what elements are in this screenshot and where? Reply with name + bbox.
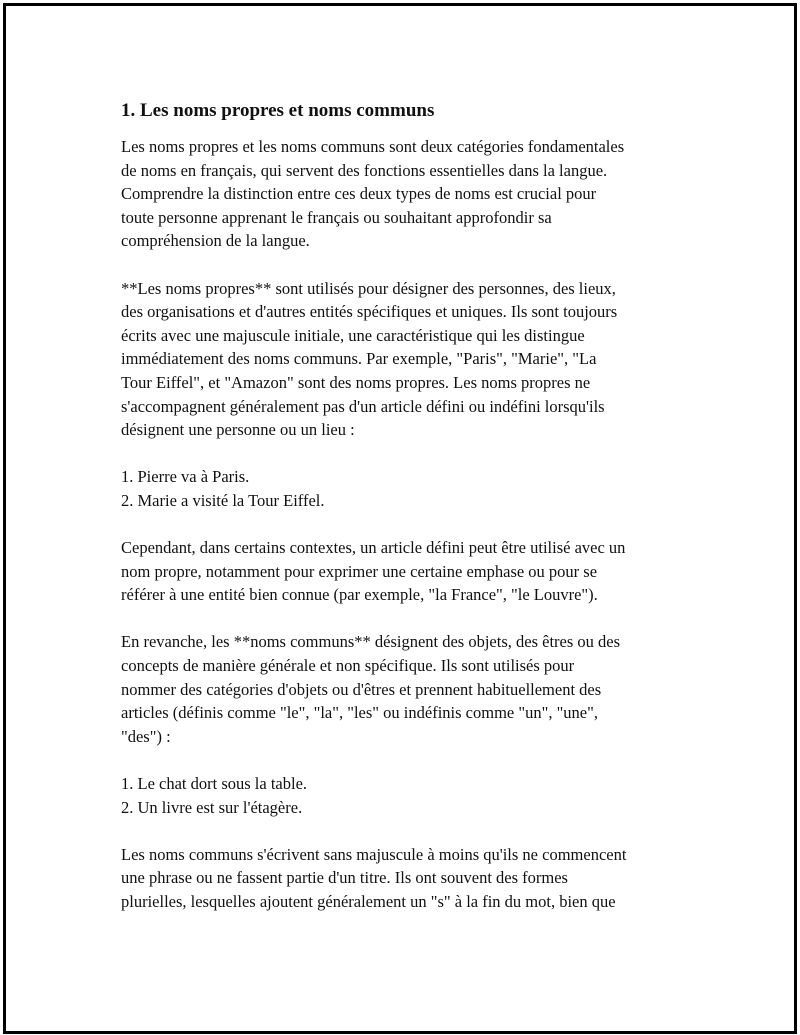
text-line: Comprendre la distinction entre ces deux types de noms est crucial pour xyxy=(121,184,597,204)
text-line: compréhension de la langue. xyxy=(121,231,310,251)
paragraph-noms-propres xyxy=(121,277,696,442)
list-item: 1. Pierre va à Paris. xyxy=(121,467,250,487)
section-title: 1. Les noms propres et noms communs xyxy=(121,100,435,121)
text-line: nommer des catégories d'objets ou d'êtres et prennent habituellement des xyxy=(121,679,602,699)
text-line: Cependant, dans certains contextes, un article défini peut être utilisé avec un xyxy=(121,538,626,558)
text-line: écrits avec une majuscule initiale, une caractéristique qui les distingue xyxy=(121,325,585,345)
example-list-propres xyxy=(121,465,696,512)
text-line: désignent une personne ou un lieu : xyxy=(121,420,355,440)
text-line: Les noms communs s'écrivent sans majuscule à moins qu'ils ne commencent xyxy=(121,844,627,864)
paragraph-intro xyxy=(121,135,696,253)
text-line: Les noms propres et les noms communs sont deux catégories fondamentales xyxy=(121,137,625,156)
text-line: toute personne apprenant le français ou souhaitant approfondir sa xyxy=(121,207,552,227)
list-item: 2. Marie a visité la Tour Eiffel. xyxy=(121,490,325,510)
paragraph-gap xyxy=(121,442,696,466)
text-line: de noms en français, qui servent des fonctions essentielles dans la langue. xyxy=(121,160,608,180)
text-line: immédiatement des noms communs. Par exemple, "Paris", "Marie", "La xyxy=(121,349,597,369)
paragraph-gap xyxy=(121,748,696,772)
text-line: "des") : xyxy=(121,726,171,746)
paragraph-article-defini xyxy=(121,536,696,607)
paragraph-gap xyxy=(121,607,696,631)
text-line: des organisations et d'autres entités spécifiques et uniques. Ils sont toujours xyxy=(121,302,618,322)
text-line: concepts de manière générale et non spécifique. Ils sont utilisés pour xyxy=(121,656,575,676)
document-page xyxy=(3,3,797,1034)
text-line: s'accompagnent généralement pas d'un article défini ou indéfini lorsqu'ils xyxy=(121,396,605,416)
paragraph-majuscule xyxy=(121,843,696,914)
paragraph-gap xyxy=(121,513,696,537)
text-line: En revanche, les **noms communs** désignent des objets, des êtres ou des xyxy=(121,632,621,652)
example-list-communs xyxy=(121,772,696,819)
paragraph-noms-communs xyxy=(121,630,696,748)
text-line: **Les noms propres** sont utilisés pour désigner des personnes, des lieux, xyxy=(121,278,616,298)
text-line: référer à une entité bien connue (par exemple, "la France", "le Louvre"). xyxy=(121,585,598,605)
list-item: 2. Un livre est sur l'étagère. xyxy=(121,797,303,817)
paragraph-gap xyxy=(121,253,696,277)
document-content xyxy=(121,99,696,914)
text-line: articles (définis comme "le", "la", "les" ou indéfinis comme "un", "une", xyxy=(121,703,598,723)
text-line: une phrase ou ne fassent partie d'un titre. Ils ont souvent des formes xyxy=(121,868,568,888)
text-line: Tour Eiffel", et "Amazon" sont des noms propres. Les noms propres ne xyxy=(121,372,591,392)
text-line: nom propre, notamment pour exprimer une certaine emphase ou pour se xyxy=(121,561,598,581)
text-line: plurielles, lesquelles ajoutent généralement un "s" à la fin du mot, bien que xyxy=(121,892,616,911)
paragraph-gap xyxy=(121,819,696,843)
list-item: 1. Le chat dort sous la table. xyxy=(121,774,308,794)
